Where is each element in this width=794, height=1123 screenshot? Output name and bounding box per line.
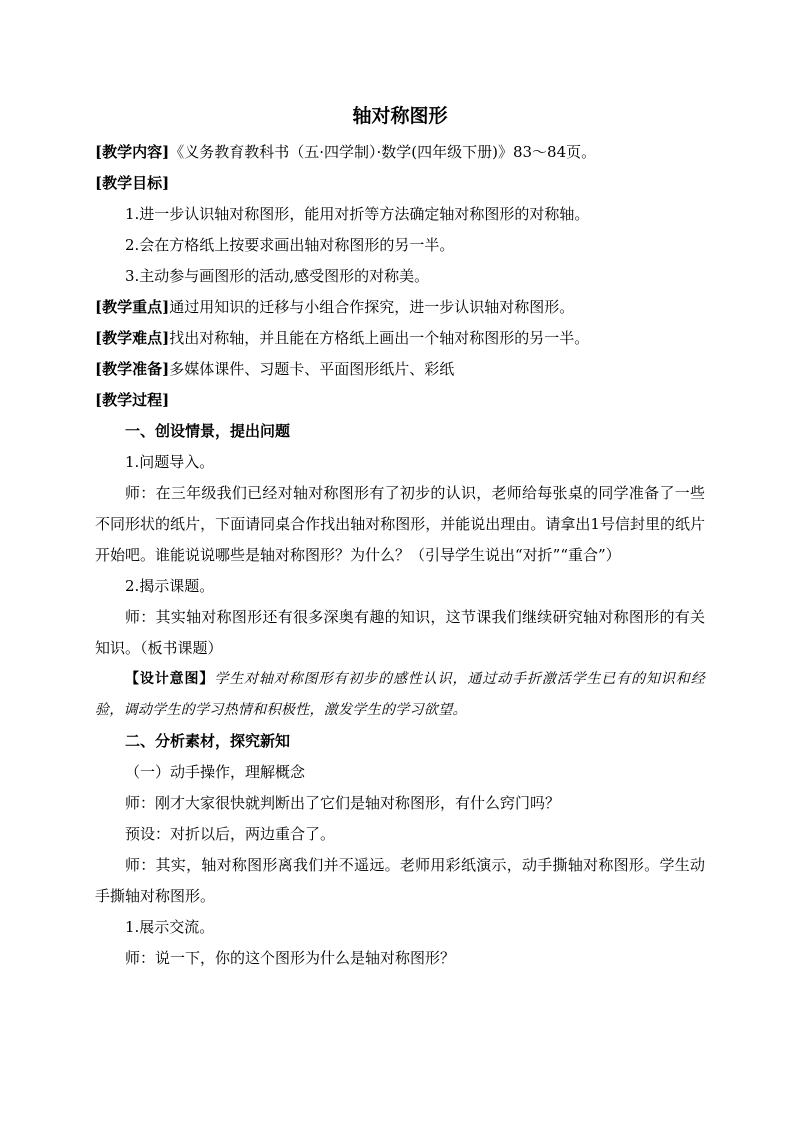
section-1-heading: 一、创设情景，提出问题 [125, 422, 291, 440]
goal-item-3: 3.主动参与画图形的活动,感受图形的对称美。 [125, 267, 430, 285]
key-points-text: 通过用知识的迁移与小组合作探究，进一步认识轴对称图形。 [169, 298, 575, 316]
teaching-key-points [95, 292, 705, 323]
page-title: 轴对称图形 [352, 105, 448, 127]
teaching-preparation [95, 354, 705, 385]
section-2-subheading: （一）动手操作，理解概念 [125, 763, 306, 781]
goal-item-1: 1.进一步认识轴对称图形，能用对折等方法确定轴对称图形的对称轴。 [125, 205, 590, 223]
preparation-text: 多媒体课件、习题卡、平面图形纸片、彩纸 [169, 360, 455, 378]
section-1-paragraph-2: 师：其实轴对称图形还有很多深奥有趣的知识，这节课我们继续研究轴对称图形的有关知识。（板书课题） [95, 608, 705, 657]
teaching-content [95, 137, 705, 168]
design-intent [95, 664, 705, 726]
section-2-item-1: 1.展示交流。 [125, 918, 215, 936]
teaching-difficulties [95, 323, 705, 354]
teaching-goals-label: [教学目标] [95, 174, 170, 192]
key-points-label: [教学重点] [95, 298, 170, 316]
section-2-paragraph-1: 师：刚才大家很快就判断出了它们是轴对称图形，有什么窍门吗？ [125, 794, 561, 812]
teaching-process-label: [教学过程] [95, 391, 170, 409]
teaching-content-label: [教学内容] [95, 143, 170, 161]
design-intent-text: 学生对轴对称图形有初步的感性认识，通过动手折激活学生已有的知识和经验，调动学生的学习热情和积极性，激发学生的学习欲望。 [95, 671, 705, 718]
lesson-plan [95, 102, 705, 974]
difficulties-text: 找出对称轴，并且能在方格纸上画出一个轴对称图形的另一半。 [169, 329, 590, 347]
section-1-paragraph-1: 师：在三年级我们已经对轴对称图形有了初步的认识，老师给每张桌的同学准备了一些不同形状的纸片，下面请同桌合作找出轴对称图形，并能说出理由。请拿出1号信封里的纸片开始吧。谁能说说哪些是轴对称图形？为什么？（引导学生说出“对折”“重合”） [95, 484, 705, 564]
section-2-heading: 二、分析素材，探究新知 [125, 732, 291, 750]
section-1-item-1: 1.问题导入。 [125, 453, 215, 471]
goal-item-2: 2.会在方格纸上按要求画出轴对称图形的另一半。 [125, 236, 455, 254]
teaching-content-text: 《义务教育教科书（五·四学制）·数学(四年级下册)》83～84页。 [169, 143, 597, 161]
preparation-label: [教学准备] [95, 360, 170, 378]
section-2-paragraph-3: 师：其实，轴对称图形离我们并不遥远。老师用彩纸演示，动手撕轴对称图形。学生动手撕轴对称图形。 [95, 856, 705, 905]
difficulties-label: [教学难点] [95, 329, 170, 347]
design-intent-tag: 【设计意图】 [125, 671, 215, 687]
section-1-item-2: 2.揭示课题。 [125, 577, 215, 595]
section-2-paragraph-4: 师：说一下，你的这个图形为什么是轴对称图形？ [125, 949, 456, 967]
section-2-paragraph-2: 预设：对折以后，两边重合了。 [125, 825, 336, 843]
